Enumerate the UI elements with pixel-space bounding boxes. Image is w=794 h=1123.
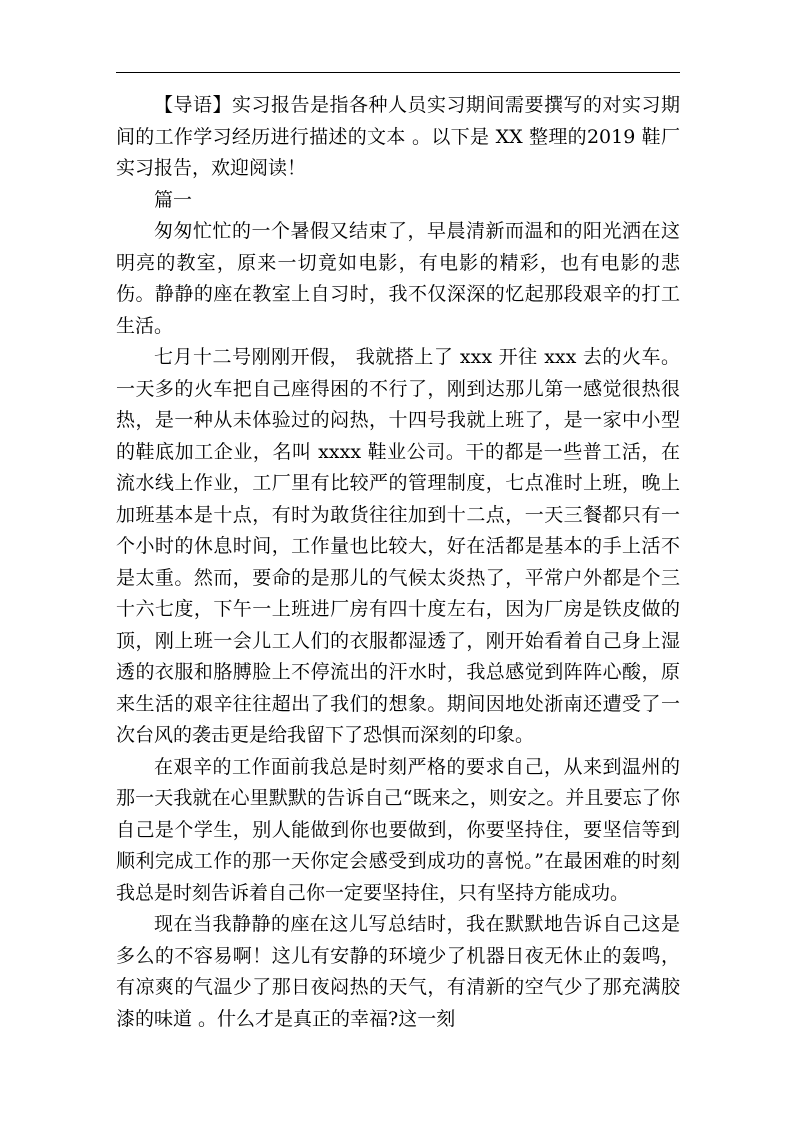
intro-paragraph: 【导语】实习报告是指各种人员实习期间需要撰写的对实习期间的工作学习经历进行描述的文本 。以下是 XX 整理的2019 鞋厂实习报告，欢迎阅读！ — [116, 94, 680, 179]
body-paragraph: 匆匆忙忙的一个暑假又结束了，早晨清新而温和的阳光洒在这明亮的教室，原来一切竟如电影，有电影的精彩，也有电影的悲伤。静静的座在教室上自习时，我不仅深深的忆起那段艰辛的打工生活。 — [116, 220, 680, 337]
body-paragraph: 现在当我静静的座在这儿写总结时，我在默默地告诉自己这是多么的不容易啊！这儿有安静的环境少了机器日夜无休止的轰鸣，有凉爽的气温少了那日夜闷热的天气，有清新的空气少了那充满胶漆的味道 。什么才是真正的幸福?这一刻 — [116, 913, 680, 1030]
body-paragraph: 七月十二号刚刚开假， 我就搭上了 xxx 开往 xxx 去的火车。一天多的火车把自己座得困的不行了，刚到达那儿第一感觉很热很热，是一种从未体验过的闷热，十四号我就上班了，是一家中小型的鞋底加工企业，名叫 xxxx 鞋业公司。干的都是一些普工活，在流水线上作业，工厂里有比较严的管理制度，七点准时上班，晚上加班基本是十点，有时为敢货往往加到十二点，一天三餐都只有一个小时的休息时间，工作量也比较大，好在活都是基本的手上活不是太重。然而，要命的是那儿的气候太炎热了，平常户外都是个三十六七度，下午一上班进厂房有四十度左右，因为厂房是铁皮做的顶，刚上班一会儿工人们的衣服都湿透了，刚开始看着自己身上湿透的衣服和胳膊脸上不停流出的汗水时，我总感觉到阵阵心酸，原来生活的艰辛往往超出了我们的想象。期间因地处浙南还遭受了一次台风的袭击更是给我留下了恐惧而深刻的印象。 — [116, 346, 680, 746]
section-heading: 篇一 — [154, 188, 193, 211]
header-rule — [116, 72, 680, 73]
body-paragraph: 在艰辛的工作面前我总是时刻严格的要求自己，从来到温州的那一天我就在心里默默的告诉自己“既来之，则安之。并且要忘了你自己是个学生，别人能做到你也要做到，你要坚持住，要坚信等到顺利完成工作的那一天你定会感受到成功的喜悦。”在最困难的时刻我总是时刻告诉着自己你一定要坚持住，只有坚持方能成功。 — [116, 755, 680, 904]
document-body — [116, 90, 680, 1035]
